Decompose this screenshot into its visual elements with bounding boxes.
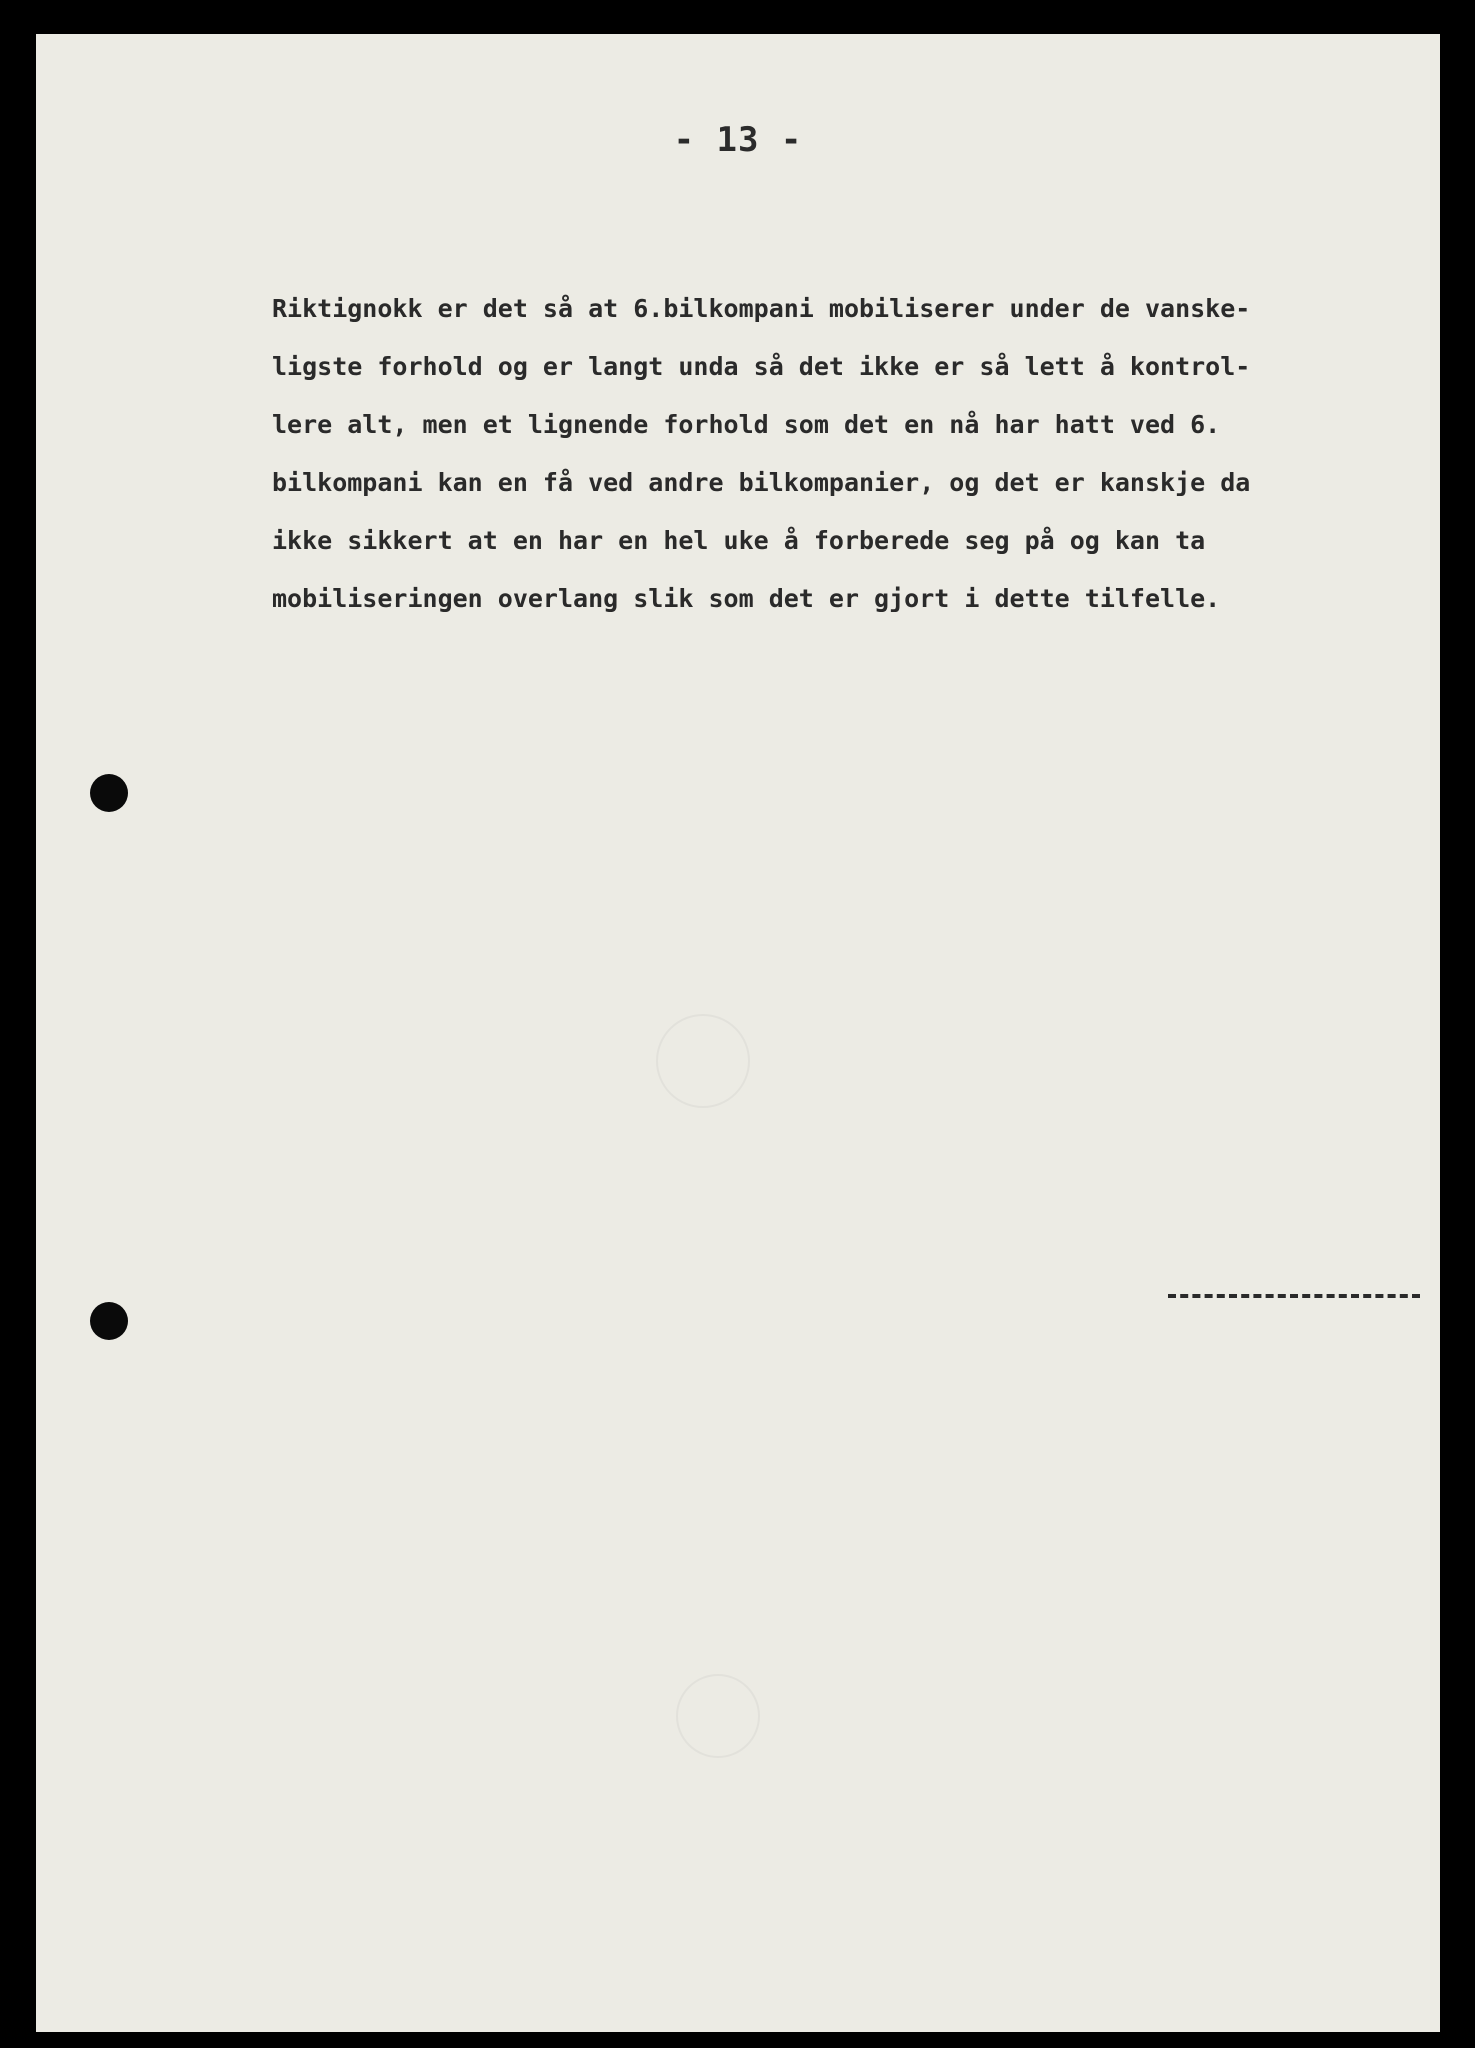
paragraph-line: ikke sikkert at en har en hel uke å forberede seg på og kan ta xyxy=(272,526,1206,555)
paragraph-line: Riktignokk er det så at 6.bilkompani mobiliserer under de vanske- xyxy=(272,294,1251,323)
page-number: - 13 - xyxy=(673,120,803,160)
end-rule xyxy=(1168,1294,1420,1298)
paragraph-line: lere alt, men et lignende forhold som det en nå har hatt ved 6. xyxy=(272,410,1221,439)
document-page xyxy=(36,34,1440,2032)
paragraph-line: ligste forhold og er langt unda så det ikke er så lett å kontrol- xyxy=(272,352,1251,381)
punch-hole xyxy=(90,774,128,812)
bleed-through-mark xyxy=(656,1014,750,1108)
punch-hole xyxy=(90,1302,128,1340)
paragraph-line: mobiliseringen overlang slik som det er gjort i dette tilfelle. xyxy=(272,584,1221,613)
paragraph-line: bilkompani kan en få ved andre bilkompanier, og det er kanskje da xyxy=(272,468,1251,497)
body-paragraph xyxy=(272,280,1440,628)
bleed-through-mark xyxy=(676,1674,760,1758)
